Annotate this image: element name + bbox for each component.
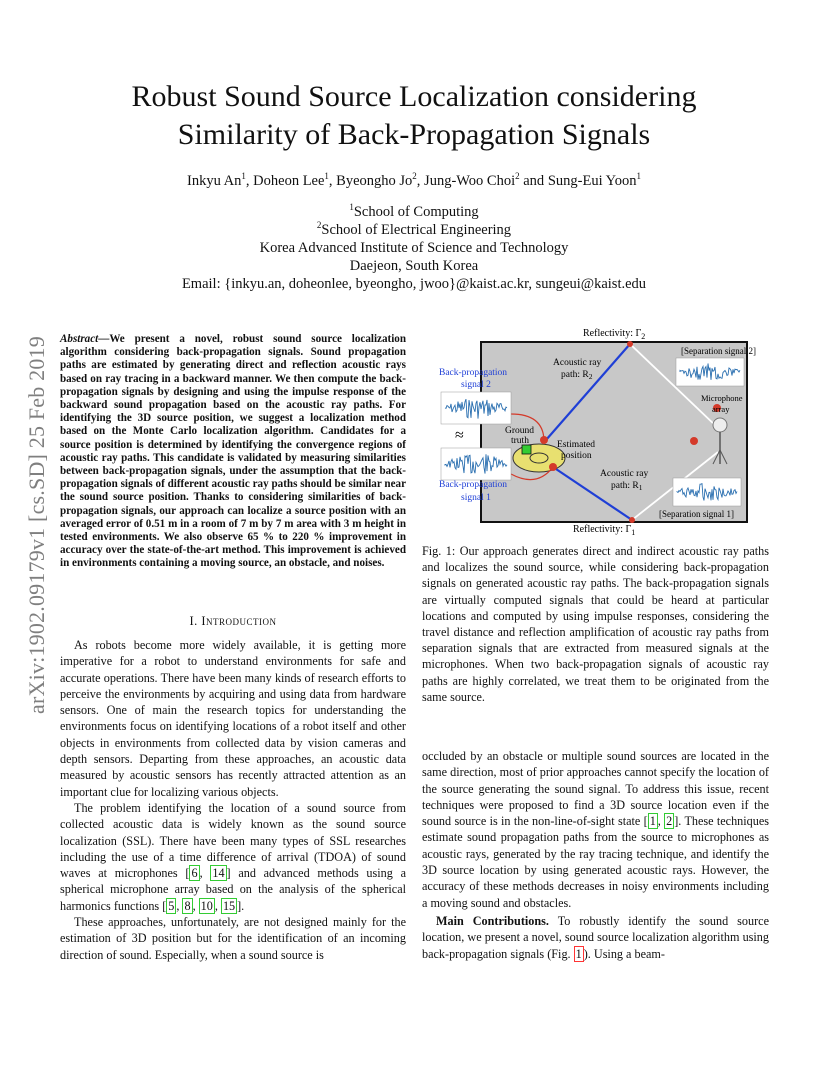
intro-text [60,637,406,963]
microphone-array-label: Microphone [701,393,743,403]
abstract [60,333,406,571]
reflectivity-bottom-label: Reflectivity: $\Gamma_1$ [573,524,636,537]
reflection-point-1 [629,517,635,523]
institute: Korea Advanced Institute of Science and Technology [259,240,569,256]
title-line-2: Similarity of Back-Propagation Signals [177,118,651,151]
figure-caption: Fig. 1: Our approach generates direct and indirect acoustic ray paths and localizes the sound source, while considering back-propagation signals on generated acoustic ray paths. The back-propagation signals are virtually computed signals that could be heard at particular locations and computed by using impulse responses, considering the travel distance and reflection amplification of acoustic ray paths from separation signals that are extracted from measured signals at the microphones. When two back-propagation signals of acoustic ray paths are highly correlated, we treat them to be originated from the same source. [422,544,769,704]
approx-symbol: ≈ [455,427,464,444]
author: Inkyu An [187,173,242,189]
citation-link[interactable]: 14 [212,866,225,881]
affiliations [0,203,828,293]
author-affil: 2 [412,171,417,182]
affiliation-2: $^2$School of Electrical Engineering [316,220,512,238]
author: Sung-Eui Yoon [547,173,637,189]
citation-link[interactable]: 1 [649,814,656,829]
microphone-array-icon [713,418,727,432]
arxiv-id: arXiv:1902.09179v1 [cs.SD] 25 Feb 2019 [24,336,49,714]
svg-text:position: position [561,451,592,461]
paper-title [0,78,828,154]
abstract-label: Abstract [60,333,99,345]
svg-text:signal 2: signal 2 [461,380,491,390]
ray-path-2-label: Acoustic ray [553,358,602,368]
paragraph: These approaches, unfortunately, are not designed mainly for the estimation of 3D position but for the identification of an incoming direction of sound. Especially, when a sound source is [60,915,406,962]
paragraph: As robots become more widely available, it is getting more imperative for a robot to understand environments for safe and accurate operations. There have been many kinds of research efforts to perceive the environments by acquiring and using data from hardware sensors. One of main the research topics for understanding the environments focus on identifying locations of a robot itself and other objects in environments from collected data by vision cameras and depth sensors. Departing from these approaches, an acoustic data measured by acoustic sensors has recently attracted attention as an important clue for localizing various objects. [60,638,406,799]
paragraph: occluded by an obstacle or multiple sound sources are located in the same direction, most of prior approaches cannot specify the location of the source generating the sound signal. To address this issue, recent techniques were proposed to find a 3D source location even if the sound source is in the non-line-of-sight state [ 1 , 2 ]. These techniques estimate sound propagation paths from the source to microphones as acoustic rays, generated by the ray tracing technique, and identify the 3D source location by using generated acoustic rays. However, the accuracy of these methods decreases in noisy environments including a moving sound and obstacles. [422,749,770,910]
bp-signal-2-label: Back-propagation [439,368,508,378]
author-affil: 1 [324,171,329,182]
ground-truth-marker [522,445,531,454]
abstract-text: —We present a novel, robust sound source localization algorithm considering back-propagation signals. Sound propagation paths are estimated by generating direct and reflection acoustic rays based on ray tracing in a backward manner. We then compute the back-propagation signals by designing and using the impulse response of the backward sound propagation based on the acoustic ray paths. For identifying the 3D source position, we suggest a localization method based on the Monte Carlo localization algorithm. Candidates for a source position is determined by identifying the convergence regions of acoustic ray paths. This candidate is validated by measuring similarities between back-propagation signals, under the assumption that the back-propagation signals of different acoustic ray paths should be similar near the sound source position. Thanks to considering similarities of back-propagation signals, our approach can localize a source position with an averaged error of 0.51 m in a room of 7 m by 7 m area with 3 m height in tested environments. We also observe 65 % to 220 % improvement in accuracy over the state-of-the-art method. This improvement is achieved in environments containing a moving source, an obstacle, and noises. [60,333,406,570]
svg-text:signal 1: signal 1 [461,493,491,503]
ray-path-1-label: Acoustic ray [600,469,649,479]
svg-text:path: R2: path: $R_2$ [561,370,593,381]
ground-truth-label: Ground [505,426,535,436]
estimated-position-label: Estimated [557,440,595,450]
author-list: Inkyu An$^1$, Doheon Lee$^1$, Byeongho Jo$^2$, Jung-Woo Choi$^2$ and Sung-Eui Yoon$^1$ [187,171,641,189]
mic-point-bottom [690,437,698,445]
citation-link[interactable]: 5 [168,898,175,913]
email: Email: {inkyu.an, doheonlee, byeongho, jwoo}@kaist.ac.kr, sungeui@kaist.edu [181,276,647,292]
citation-link[interactable]: 10 [200,898,213,913]
svg-text:path: R1: path: $R_1$ [611,481,643,492]
section-heading: I. Introduction [189,614,277,628]
arxiv-stamp [22,290,52,760]
author-affil: 2 [515,171,520,182]
paragraph: Main Contributions. To robustly identify the sound source location, we present a novel, sound source localization algorithm using back-propagation signals (Fig. 1 ). Using a beam- [422,913,769,961]
author: Doheon Lee [253,173,325,189]
contributions-label: Main Contributions. [436,913,549,928]
citation-link[interactable]: 2 [666,814,673,829]
svg-text:array: array [712,404,730,414]
author-affil: 1 [636,171,641,182]
citation-link[interactable]: 6 [191,866,198,881]
figure-1 [425,322,769,540]
author: Jung-Woo Choi [424,173,516,189]
right-column-text [422,748,769,962]
figure-link[interactable]: 1 [575,946,582,961]
sep-signal-2-label: [Separation signal 2] [681,346,756,356]
author: Byeongho Jo [336,173,413,189]
svg-text:truth: truth [511,436,529,446]
reflection-point-2 [627,341,633,347]
reflectivity-top-label: Reflectivity: $\Gamma_2$ [583,328,646,341]
author-affil: 1 [241,171,246,182]
title-line-1: Robust Sound Source Localization considering [131,80,697,113]
affiliation-1: $^1$School of Computing [349,202,479,220]
citation-link[interactable]: 8 [184,898,191,913]
figure-diagram [425,322,769,540]
sep-signal-1-label: [Separation signal 1] [659,509,734,519]
paragraph: The problem identifying the location of a sound source from collected acoustic data is widely known as the sound source localization (SSL). There have been many types of SSL researches including the use of a time difference of arrival (TDOA) of sound waves at microphones [ 6 , 14 ] and advanced methods using a spherical microphone array based on the analysis of the spherical harmonics functions [ 5 , 8 , 10 , 15 ]. [60,800,406,913]
city: Daejeon, South Korea [349,258,479,274]
citation-link[interactable]: 15 [222,898,236,913]
bp-signal-1-label: Back-propagation [439,480,508,490]
